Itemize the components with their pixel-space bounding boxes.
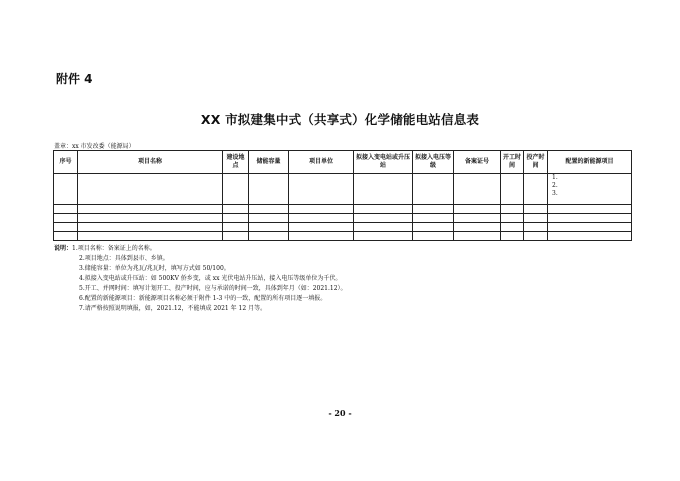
table-cell[interactable] [223, 232, 249, 241]
header-cell: 开工时间 [501, 151, 524, 174]
table-row [54, 214, 632, 223]
table-row [54, 174, 632, 205]
table-cell[interactable] [354, 223, 413, 232]
seal-line: 盖章：xx 市发改委（能源局） [54, 143, 135, 150]
notes-section [54, 244, 347, 314]
table-cell[interactable] [289, 174, 354, 205]
header-cell: 投产时间 [524, 151, 548, 174]
header-cell: 储能容量 [249, 151, 289, 174]
table-cell[interactable] [289, 214, 354, 223]
table-cell[interactable] [501, 205, 524, 214]
note-line: 3.储能容量：单位为兆瓦/兆瓦时，填写方式如 50/100。 [79, 265, 230, 272]
table-cell[interactable] [289, 223, 354, 232]
page-number: - 20 - [328, 408, 352, 418]
table-cell[interactable] [501, 214, 524, 223]
table-cell[interactable] [249, 205, 289, 214]
table-cell[interactable] [78, 232, 223, 241]
header-cell: 序号 [54, 151, 78, 174]
header-cell: 建设地点 [223, 151, 249, 174]
table-cell[interactable] [524, 174, 548, 205]
table-cell[interactable] [413, 232, 454, 241]
table-row [54, 205, 632, 214]
note-line: 7.请严格按照说明填报，如，2021.12，不能填成 2021 年 12 月等。 [79, 305, 267, 312]
header-cell: 拟接入变电站或升压站 [354, 151, 413, 174]
table-cell[interactable] [54, 232, 78, 241]
table-cell[interactable] [54, 205, 78, 214]
table-cell[interactable] [354, 205, 413, 214]
table-cell[interactable] [501, 174, 524, 205]
table-cell[interactable] [249, 232, 289, 241]
table-cell[interactable] [289, 205, 354, 214]
table-cell[interactable] [454, 214, 501, 223]
table-cell[interactable] [223, 223, 249, 232]
header-cell: 配置的新能源项目 [548, 151, 632, 174]
table-cell[interactable] [524, 232, 548, 241]
table-cell[interactable] [548, 205, 632, 214]
header-cell: 备案证号 [454, 151, 501, 174]
page-title: XX 市拟建集中式（共享式）化学储能电站信息表 [200, 112, 480, 127]
table-row [54, 223, 632, 232]
table-cell[interactable] [54, 174, 78, 205]
table-cell[interactable] [524, 223, 548, 232]
table-cell[interactable] [249, 174, 289, 205]
table-cell[interactable] [413, 205, 454, 214]
table-cell[interactable] [548, 223, 632, 232]
table-cell[interactable] [54, 223, 78, 232]
table-cell[interactable] [524, 214, 548, 223]
config-item: 1. [552, 174, 558, 181]
table-cell[interactable] [454, 232, 501, 241]
header-cell: 拟接入电压等级 [413, 151, 454, 174]
table-cell[interactable] [223, 205, 249, 214]
note-line: 4.拟接入变电站或升压站：如 500KV 侨乡变，或 xx 光伏电站升压站，接入电压等级单位为千伏。 [79, 275, 342, 282]
table-cell[interactable] [354, 214, 413, 223]
table-cell[interactable] [354, 174, 413, 205]
note-line: 5.开工、并网时间：填写计划开工、投产时间，应与承诺的时间一致，具体到年月（如：2021.12）。 [79, 285, 347, 292]
table-cell[interactable] [354, 232, 413, 241]
table-cell[interactable] [54, 214, 78, 223]
table-cell[interactable] [454, 205, 501, 214]
table-cell[interactable] [249, 214, 289, 223]
table-cell[interactable] [501, 223, 524, 232]
table-cell[interactable] [78, 205, 223, 214]
table-cell[interactable] [78, 223, 223, 232]
notes-label: 说明： [54, 245, 73, 252]
table-cell[interactable] [454, 223, 501, 232]
config-item: 2. [552, 182, 558, 189]
header-cell: 项目名称 [78, 151, 223, 174]
table-cell[interactable] [289, 232, 354, 241]
table-cell[interactable] [223, 174, 249, 205]
config-item: 3. [552, 190, 558, 197]
table-cell[interactable] [524, 205, 548, 214]
note-line: 6.配置的新能源项目：新能源项目名称必须于附件 1-3 中的一致，配置的所有项目逐一填报。 [79, 295, 327, 302]
note-text: 1.项目名称：备案证上的名称。 [72, 245, 156, 252]
table-cell[interactable] [413, 214, 454, 223]
table-cell[interactable] [548, 232, 632, 241]
table-cell[interactable] [413, 223, 454, 232]
config-projects-cell[interactable] [548, 174, 632, 205]
info-table [53, 150, 632, 241]
note-line: 2.项目地点：具体到县市、乡镇。 [79, 255, 169, 262]
table-cell[interactable] [501, 232, 524, 241]
table-cell[interactable] [413, 174, 454, 205]
table-row [54, 232, 632, 241]
table-cell[interactable] [548, 214, 632, 223]
table-cell[interactable] [249, 223, 289, 232]
table-cell[interactable] [78, 174, 223, 205]
table-header-row [54, 151, 632, 174]
table-cell[interactable] [78, 214, 223, 223]
header-cell: 项目单位 [289, 151, 354, 174]
note-line [54, 244, 347, 254]
attachment-label: 附件 4 [56, 72, 93, 86]
table-cell[interactable] [223, 214, 249, 223]
table-cell[interactable] [454, 174, 501, 205]
